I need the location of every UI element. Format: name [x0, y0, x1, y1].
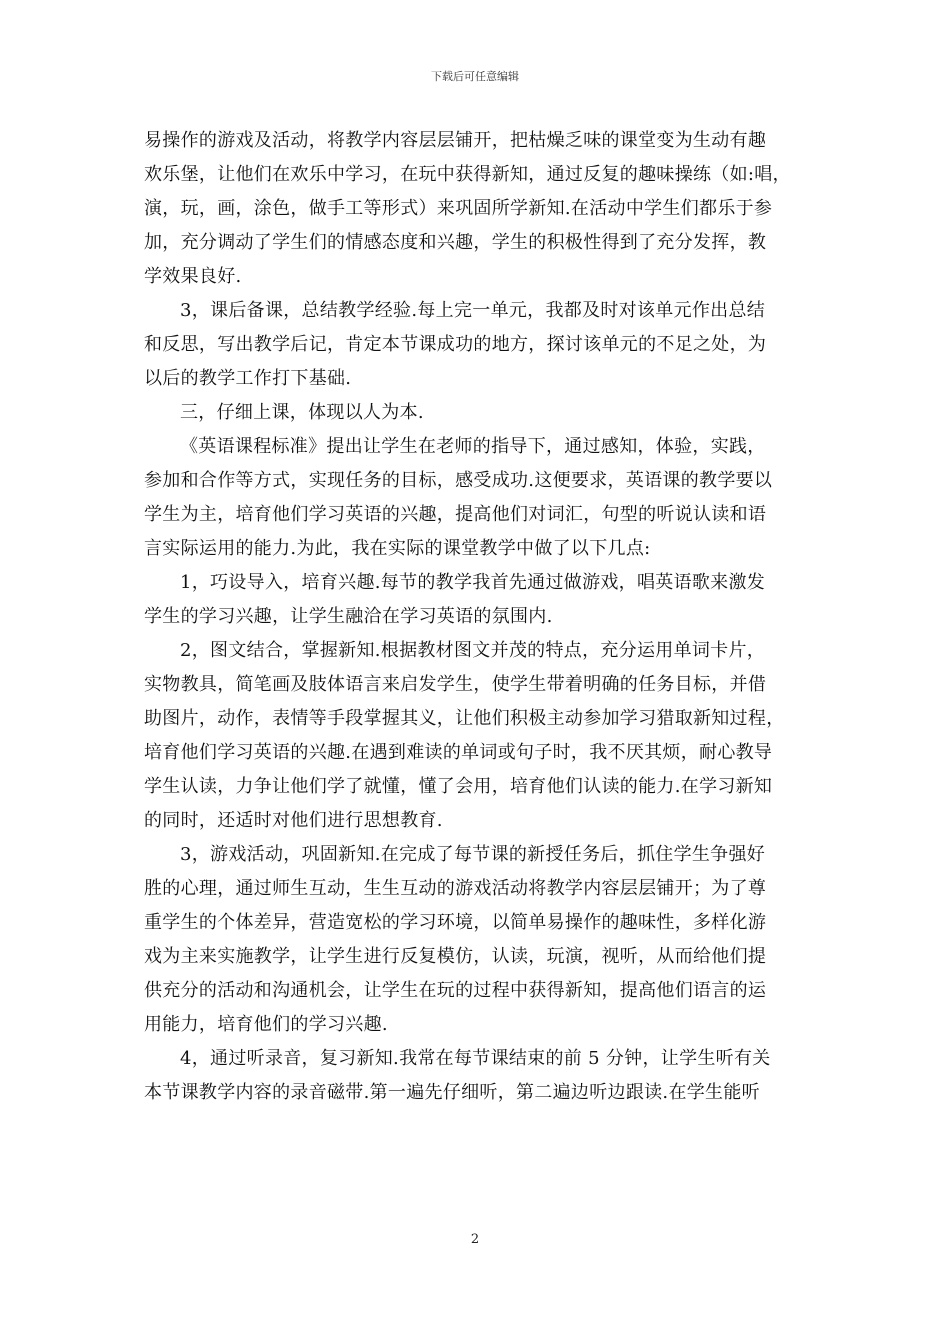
text-line: 重学生的个体差异，营造宽松的学习环境，以简单易操作的趣味性，多样化游: [144, 912, 767, 933]
text-line: 用能力，培育他们的学习兴趣.: [144, 1014, 388, 1035]
text-line: 学生的学习兴趣，让学生融洽在学习英语的氛围内.: [144, 606, 553, 627]
text-line: 1，巧设导入，培育兴趣.每节的教学我首先通过做游戏，唱英语歌来激发: [180, 572, 766, 593]
text-line: 参加和合作等方式，实现任务的目标，感受成功.这便要求，英语课的教学要以: [144, 470, 773, 491]
text-line: 和反思，写出教学后记，肯定本节课成功的地方，探讨该单元的不足之处，为: [144, 334, 767, 355]
text-line: 助图片，动作，表情等手段掌握其义，让他们积极主动参加学习猎取新知过程，: [144, 708, 785, 729]
page-header: 下载后可任意编辑: [431, 70, 519, 83]
text-line: 供充分的活动和沟通机会，让学生在玩的过程中获得新知，提高他们语言的运: [144, 980, 767, 1001]
text-line: 三，仔细上课，体现以人为本.: [180, 402, 424, 423]
text-line: 学生认读，力争让他们学了就懂，懂了会用，培育他们认读的能力.在学习新知: [144, 776, 773, 797]
text-line: 学效果良好.: [144, 266, 242, 287]
text-line: 本节课教学内容的录音磁带.第一遍先仔细听，第二遍边听边跟读.在学生能听: [144, 1082, 760, 1103]
text-line: 欢乐堡，让他们在欢乐中学习，在玩中获得新知，通过反复的趣味操练（如:唱，: [144, 164, 791, 185]
text-line: 演，玩，画，涂色，做手工等形式）来巩固所学新知.在活动中学生们都乐于参: [144, 198, 773, 219]
text-line: 培育他们学习英语的兴趣.在遇到难读的单词或句子时，我不厌其烦，耐心教导: [144, 742, 773, 763]
text-line: 3，课后备课，总结教学经验.每上完一单元，我都及时对该单元作出总结: [180, 300, 766, 321]
document-body: [144, 124, 810, 1110]
text-line: 实物教具，简笔画及肢体语言来启发学生，使学生带着明确的任务目标，并借: [144, 674, 767, 695]
text-line: 言实际运用的能力.为此，我在实际的课堂教学中做了以下几点:: [144, 538, 651, 559]
text-line: 4，通过听录音，复习新知.我常在每节课结束的前 5 分钟，让学生听有关: [180, 1048, 771, 1069]
text-line: 的同时，还适时对他们进行思想教育.: [144, 810, 443, 831]
text-line: 加，充分调动了学生们的情感态度和兴趣，学生的积极性得到了充分发挥，教: [144, 232, 767, 253]
text-line: 胜的心理，通过师生互动，生生互动的游戏活动将教学内容层层铺开；为了尊: [144, 878, 767, 899]
text-line: 2，图文结合，掌握新知.根据教材图文并茂的特点，充分运用单词卡片，: [180, 640, 766, 661]
text-line: 易操作的游戏及活动，将教学内容层层铺开，把枯燥乏味的课堂变为生动有趣: [144, 130, 767, 151]
page-number: 2: [470, 1232, 480, 1247]
text-line: 戏为主来实施教学，让学生进行反复模仿，认读，玩演，视听，从而给他们提: [144, 946, 767, 967]
text-line: 学生为主，培育他们学习英语的兴趣，提高他们对词汇，句型的听说认读和语: [144, 504, 767, 525]
text-line: 3，游戏活动，巩固新知.在完成了每节课的新授任务后，抓住学生争强好: [180, 844, 766, 865]
text-line: 《英语课程标准》提出让学生在老师的指导下，通过感知，体验，实践，: [180, 436, 766, 457]
text-line: 以后的教学工作打下基础.: [144, 368, 352, 389]
